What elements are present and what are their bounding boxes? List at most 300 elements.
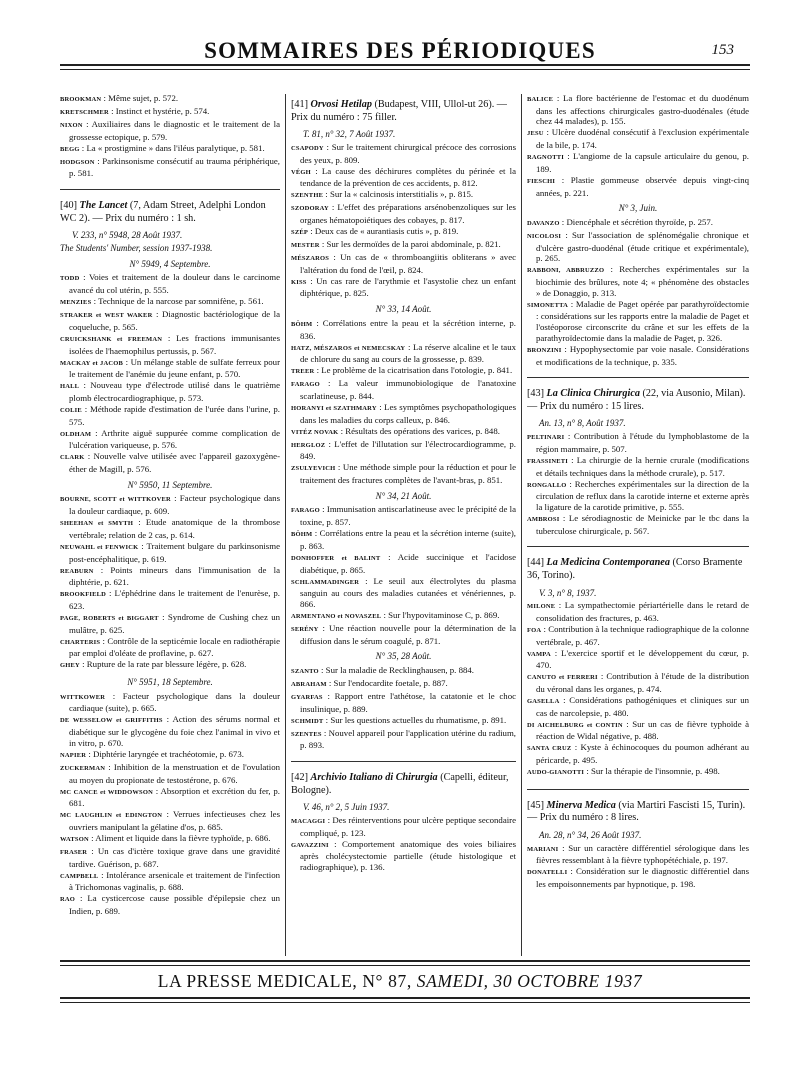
article-entry: JESU : Ulcère duodénal consécutif à l'exclusion expérimentale de la bile, p. 174. — [527, 127, 749, 151]
journal-heading — [291, 99, 516, 124]
author-name: RAO — [60, 896, 76, 904]
section-separator — [291, 761, 516, 762]
article-title: La réserve alcaline et le taux de chlorure du sang au cours de la grossesse, p. 839. — [300, 341, 516, 365]
article-entry: SZANTO : Sur la maladie de Recklinghausen, p. 884. — [291, 665, 474, 676]
volume-line: V. 46, n° 2, 5 Juin 1937. — [303, 802, 390, 813]
article-entry: KISS : Un cas rare de l'arythmie et l'asystolie chez un enfant diphtérique, p. 825. — [291, 275, 516, 299]
author-name: TODD — [60, 275, 80, 283]
article-entry: ZUCKERMAN : Inhibition de la menstruation et de l'ovulation au moyen du propionate de testostérone, p. 676. — [60, 761, 280, 785]
article-entry: FRASSINETI : La chirurgie de la hernie crurale (modifications et détails techniques dans la méthode crurale), p. 517. — [527, 454, 749, 478]
article-entry: TREER : Le problème de la cicatrisation dans l'otologie, p. 841. — [291, 365, 513, 376]
article-entry: NEUWAHL et FENWICK : Traitement bulgare du parkinsonisme post-encéphalitique, p. 619. — [60, 540, 280, 564]
article-entry: FOA : Contribution à la technique radiographique de la colonne vertébrale, p. 467. — [527, 623, 749, 647]
author-name: DONATELLI — [527, 869, 568, 877]
author-name: CANUTO et FERRERI — [527, 674, 598, 682]
article-entry: AMBROSI : Le sérodiagnostic de Meinicke par le tbc dans la tuberculose chirurgicale, p. 567. — [527, 512, 749, 536]
article-entry: PAGE, ROBERTS et BIGGART : Syndrome de Cushing chez un mulâtre, p. 625. — [60, 611, 280, 635]
journal-details: (Budapest, VIII, Ullol-ut 26). — Prix du numéro : 75 filler. — [291, 99, 507, 123]
article-entry: KRETSCHMER : Instinct et hystérie, p. 574. — [60, 106, 210, 116]
article-title: Recherches expérimentales sur la direction de la circulation de reflux dans la carotide interne et externe après la ligature de la carotide primitive, p. 555. — [536, 478, 749, 512]
journal-heading — [60, 200, 280, 225]
article-entry: MARIANI : Sur un caractère différentiel sérologique dans les fièvres ressemblant à la fièvre typhopétéchiale, p. 197. — [527, 842, 749, 866]
author-name: MC CANCE et WIDDOWSON — [60, 788, 153, 796]
author-name: DI AICHELBURG et CONTIN — [527, 721, 623, 729]
article-entry: CANUTO et FERRERI : Contribution à l'étude de la distribution du véronal dans les organes, p. 474. — [527, 671, 749, 695]
author-name: DAVANZO — [527, 219, 560, 227]
article-title: Des réinterventions pour ulcère peptique secondaire compliqué, p. 123. — [300, 815, 516, 838]
author-name: GAVAZZINI — [291, 841, 329, 849]
article-title: Technique de la narcose par somnifène, p. 561. — [98, 296, 264, 307]
author-name: OLDHAM — [60, 430, 92, 438]
author-name: ZSULYEVICH — [291, 465, 336, 473]
article-entry: RAGNOTTI : L'angiome de la capsule articulaire du genou, p. 189. — [527, 151, 749, 174]
article-title: Acide succinique et l'acidose diabétique, p. 865. — [300, 551, 516, 575]
author-name: NAPIER — [60, 751, 87, 759]
author-name: FARAGO — [291, 381, 320, 389]
article-title: Contribution à l'étude de la distribution du véronal dans les organes, p. 474. — [536, 671, 749, 695]
journal-heading — [527, 388, 749, 413]
footer-rule-bottom — [60, 997, 750, 1003]
article-title: Facteur psychologique dans la douleur cardiaque (suite), p. 665. — [69, 690, 280, 714]
article-entry: HATZ, MÉSZAROS et NEMECSKAY : La réserve alcaline et le taux de chlorure du sang au cours de la grossesse, p. 839. — [291, 341, 516, 365]
article-title: Parkinsonisme consécutif au trauma périphérique, p. 581. — [69, 155, 280, 179]
article-title: Sur le traitement chirurgical précoce des corrosions des yeux, p. 809. — [300, 141, 516, 165]
article-title: Maladie de Paget opérée par parathyroïdectomie : considérations sur les rapports entre la maladie de Paget et l'ostéoporose circonscrite du crâne et sur les effets de la parathyroïdectomie dans la maladie de Paget, p. 326. — [536, 298, 749, 343]
article-title: La flore bactérienne de l'estomac et du duodénum dans les affections chirurgicales gastro-duodénales (étude chez 44 malades), p. 155. — [536, 93, 749, 127]
article-title: Une méthode simple pour la réduction et pour le traitement des fractures complètes de l'avant-bras, p. 851. — [300, 462, 516, 486]
article-entry: VAMPA : L'exercice sportif et le développement du cœur, p. 470. — [527, 647, 749, 671]
author-name: DE WESSELOW et GRIFFITHS — [60, 717, 163, 725]
author-name: MESTER — [291, 242, 320, 249]
article-title: Une réaction nouvelle pour la détermination de la diffusion dans le sérum coagulé, p. 871. — [300, 622, 516, 646]
journal-number: [41] — [291, 99, 308, 110]
article-title: La sympathectomie périartérielle dans le retard de consolidation des fractures, p. 463. — [536, 600, 749, 623]
note-line: The Students' Number, session 1937-1938. — [60, 243, 213, 253]
author-name: GYARFAS — [291, 694, 323, 702]
journal-title: The Lancet — [79, 200, 128, 212]
section-separator — [527, 546, 749, 547]
article-entry: HODGSON : Parkinsonisme consécutif au trauma périphérique, p. 581. — [60, 155, 280, 179]
article-title: Plastie gommeuse observée depuis vingt-cinq années, p. 221. — [536, 174, 749, 198]
article-entry: MENZIES : Technique de la narcose par somnifène, p. 561. — [60, 296, 264, 307]
article-title: Recherches expérimentales sur la biochimie des brûlures, note 4; « phénomène des obstacles » de Donaggio, p. 313. — [536, 264, 749, 298]
article-entry: GHEY : Rupture de la rate par blessure légère, p. 628. — [60, 659, 247, 670]
author-name: FRASSINETI — [527, 457, 569, 465]
journal-number: [42] — [291, 772, 308, 784]
article-title: Action des sérums normal et diabétique sur le glycogène du foie chez l'animal in vivo et in vitro, p. 670. — [69, 714, 280, 748]
article-entry: MACAGGI : Des réinterventions pour ulcère peptique secondaire compliqué, p. 123. — [291, 815, 516, 838]
article-title: Sur les questions actuelles du rhumatisme, p. 891. — [330, 714, 507, 725]
article-entry: DE WESSELOW et GRIFFITHS : Action des sérums normal et diabétique sur le glycogène du foie chez l'animal in vivo et in vitro, p. 670. — [60, 714, 280, 748]
author-name: SZENTHE — [291, 192, 324, 200]
article-entry: SZODORAY : L'effet des préparations arsénobenzoliques sur les organes hématopoiétiques des cobayes, p. 817. — [291, 202, 516, 225]
author-name: WATSON — [60, 835, 89, 843]
journal-heading — [527, 557, 749, 582]
author-name: WITTKOWER — [60, 693, 106, 701]
article-title: Corrélations entre la peau et la sécrétion interne, p. 836. — [300, 317, 516, 341]
author-name: SANTA CRUZ — [527, 745, 572, 753]
article-title: Verrues infectieuses chez les ouvriers manipulant la gélatine d'os, p. 685. — [69, 809, 280, 832]
author-name: PAGE, ROBERTS et BIGGART — [60, 614, 159, 622]
article-title: Sur la maladie de Recklinghausen, p. 884. — [325, 665, 474, 676]
article-title: Considérations pathogéniques et cliniques sur un cas de narcolepsie, p. 480. — [536, 695, 749, 718]
author-name: SERÉNY — [291, 625, 319, 633]
article-title: Contrôle de la septicémie locale en radiothérapie par emploi d'oléate de proflavine, p. 627. — [69, 635, 280, 659]
author-name: JESU — [527, 130, 544, 138]
column-divider — [285, 94, 286, 956]
article-entry: AUDO-GIANOTTI : Sur la thérapie de l'insomnie, p. 498. — [527, 766, 720, 777]
author-name: MACKAY et JACOB — [60, 359, 124, 367]
article-title: Comportement anatomique des voies biliaires après cholécystectomie partielle (étude histologique et radiographique), p. 136. — [300, 838, 516, 873]
journal-number: [43] — [527, 388, 544, 400]
article-title: Deux cas de « aurantiasis cutis », p. 819. — [314, 226, 459, 236]
article-title: Contribution à l'étude du lymphoblastome de la région mammaire, p. 507. — [536, 431, 749, 454]
article-title: Kyste à échinocoques du poumon adhérant au péricarde, p. 495. — [536, 742, 749, 766]
article-title: Syndrome de Cushing chez un mulâtre, p. 625. — [69, 611, 280, 635]
article-entry: GYARFAS : Rapport entre l'athétose, la catatonie et le choc insulinique, p. 889. — [291, 691, 516, 714]
column-left — [60, 93, 280, 917]
author-name: SCHLAMMADINGER — [291, 578, 360, 586]
journal-title: Minerva Medica — [546, 799, 616, 811]
article-entry: ARMENTANO et NOVASZEL : Sur l'hypovitaminose C, p. 869. — [291, 609, 500, 620]
article-entry: DAVANZO : Diencéphale et sécrétion thyroïde, p. 257. — [527, 216, 713, 227]
article-title: L'exercice sportif et le développement du cœur, p. 470. — [536, 647, 749, 671]
author-name: BRONZINI — [527, 346, 562, 354]
article-title: Les fractions immunisantes isolées de l'haemophilus pertussis, p. 567. — [69, 332, 280, 356]
article-entry: NAPIER : Diphtérie laryngée et trachéotomie, p. 673. — [60, 748, 244, 759]
author-name: TREER — [291, 368, 315, 376]
article-title: Sur la thérapie de l'insomnie, p. 498. — [590, 766, 720, 777]
author-name: CSAPODY — [291, 144, 324, 152]
author-name: AMBROSI — [527, 515, 560, 523]
author-name: SZANTO — [291, 668, 319, 676]
article-title: La valeur immunobiologique de l'anatoxine scarlatineuse, p. 844. — [300, 378, 516, 401]
author-name: BEGG — [60, 145, 80, 153]
article-title: Même sujet, p. 572. — [108, 93, 179, 103]
author-name: CLARK — [60, 454, 85, 462]
article-title: Voies et traitement de la douleur dans le carcinome avancé du col utérin, p. 555. — [69, 272, 280, 296]
author-name: FRASER — [60, 848, 88, 856]
article-title: Corrélations entre la peau et la sécrétion interne (suite), p. 863. — [300, 528, 516, 551]
article-title: Le seuil aux électrolytes du plasma sanguin au cours des maladies cutanées et vénériennes, p. 866. — [300, 575, 516, 609]
journal-details: (Corso Bramente 36, Torino). — [527, 557, 743, 581]
author-name: BALICE — [527, 96, 554, 103]
issue-subheading: N° 33, 14 Août. — [375, 304, 432, 315]
article-title: L'angiome de la capsule articulaire du genou, p. 189. — [536, 151, 749, 174]
article-entry: HORANYI et SZATHMARY : Les symptômes psychopathologiques dans les maladies du corps calleux, p. 846. — [291, 401, 516, 425]
author-name: ABRAHAM — [291, 681, 327, 689]
article-entry: MESTER : Sur les dermoïdes de la paroi abdominale, p. 821. — [291, 239, 501, 249]
author-name: STRAKER et WEST WAKER — [60, 312, 153, 320]
issue-subheading: N° 34, 21 Août. — [375, 490, 432, 501]
article-title: Instinct et hystérie, p. 574. — [115, 106, 210, 116]
author-name: VITÉZ NOVAK — [291, 428, 339, 436]
article-entry: SCHMIDT : Sur les questions actuelles du rhumatisme, p. 891. — [291, 714, 507, 725]
article-entry: GAVAZZINI : Comportement anatomique des voies biliaires après cholécystectomie partielle (étude histologique et radiographique), p. 136. — [291, 838, 516, 873]
article-title: Nouvel appareil pour l'application utérine du radium, p. 893. — [300, 727, 516, 751]
article-entry: CRUICKSHANK et FREEMAN : Les fractions immunisantes isolées de l'haemophilus pertussis, p. 567. — [60, 332, 280, 356]
article-entry: CSAPODY : Sur le traitement chirurgical précoce des corrosions des yeux, p. 809. — [291, 141, 516, 165]
journal-heading — [527, 800, 749, 825]
article-title: La « prostigmine » dans l'iléus paralytique, p. 581. — [86, 142, 265, 153]
author-name: BÖHM — [291, 531, 313, 539]
author-name: GASELLA — [527, 698, 560, 706]
author-name: AUDO-GIANOTTI — [527, 769, 585, 777]
volume-line: V. 233, n° 5948, 28 Août 1937. — [72, 230, 183, 241]
author-name: MARIANI — [527, 845, 559, 853]
footer-date: SAMEDI, 30 OCTOBRE 1937 — [416, 971, 643, 991]
article-title: Rupture de la rate par blessure légère, p. 628. — [86, 659, 247, 670]
author-name: GHEY — [60, 662, 80, 670]
footer-rule-top — [60, 960, 750, 966]
article-title: Considération sur le diagnostic différentiel dans les empoisonnements par hypnotique, p. 198. — [536, 866, 749, 890]
article-entry: MACKAY et JACOB : Un mélange stable de sulfate ferreux pour le traitement de l'anémie du jeune enfant, p. 570. — [60, 356, 280, 380]
author-name: HATZ, MÉSZAROS et NEMECSKAY — [291, 344, 406, 352]
article-entry: SANTA CRUZ : Kyste à échinocoques du poumon adhérant au péricarde, p. 495. — [527, 742, 749, 766]
article-entry: RABBONI, ABBRUZZO : Recherches expérimentales sur la biochimie des brûlures, note 4; « phénomène des obstacles » de Donaggio, p. 313. — [527, 264, 749, 298]
article-entry: MC CANCE et WIDDOWSON : Absorption et excrétion du fer, p. 681. — [60, 785, 280, 809]
article-title: Arthrite aiguë suppurée comme complication de l'ulcération variqueuse, p. 576. — [69, 427, 280, 451]
article-entry: HERGLOZ : L'effet de l'illutation sur l'électrocardiogramme, p. 849. — [291, 438, 516, 462]
article-entry: FRASER : Un cas d'ictère toxique grave dans une gravidité tardive. Guérison, p. 687. — [60, 845, 280, 869]
author-name: HERGLOZ — [291, 441, 326, 449]
journal-number: [40] — [60, 200, 77, 212]
article-entry: HALL : Nouveau type d'électrode utilisé dans le quatrième plomb électrocardiographique, p. 573. — [60, 380, 280, 403]
article-entry: CLARK : Nouvelle valve utilisée avec l'appareil gazoxygène-éther de Magill, p. 576. — [60, 451, 280, 475]
article-title: Un cas de « thromboangiitis obliterans » avec l'altération du fond de l'œil, p. 824. — [300, 252, 516, 275]
article-title: Sur la « calcinosis interstitialis », p. 815. — [329, 189, 474, 200]
article-title: Intolérance arsenicale et traitement de l'infection à Trichomonas vaginalis, p. 688. — [69, 869, 280, 893]
author-name: REABURN — [60, 567, 94, 575]
article-title: Traitement bulgare du parkinsonisme post-encéphalitique, p. 619. — [69, 540, 280, 564]
page-footer — [0, 971, 800, 992]
article-title: Absorption et excrétion du fer, p. 681. — [69, 785, 280, 809]
article-title: Diphtérie laryngée et trachéotomie, p. 673. — [92, 748, 244, 759]
author-name: BÖHM — [291, 320, 313, 328]
article-title: L'effet de l'illutation sur l'électrocardiogramme, p. 849. — [300, 438, 516, 462]
author-name: DONHOFFER et BALINT — [291, 554, 381, 562]
author-name: RABBONI, ABBRUZZO — [527, 267, 605, 275]
author-name: FOA — [527, 626, 542, 634]
header-rule — [60, 64, 750, 70]
author-name: COLIE — [60, 406, 82, 414]
author-name: HORANYI et SZATHMARY — [291, 404, 377, 412]
article-entry: PELTINARI : Contribution à l'étude du lymphoblastome de la région mammaire, p. 507. — [527, 431, 749, 454]
article-title: Ulcère duodénal consécutif à l'exclusion expérimentale de la bile, p. 174. — [536, 127, 749, 151]
author-name: CRUICKSHANK et FREEMAN — [60, 335, 163, 343]
article-entry: NIXON : Auxiliaires dans le diagnostic et le traitement de la grossesse ectopique, p. 579. — [60, 119, 280, 142]
article-title: Sur l'endocardite foetale, p. 887. — [333, 678, 448, 689]
volume-line: T. 81, n° 32, 7 Août 1937. — [303, 129, 396, 140]
author-name: RAGNOTTI — [527, 154, 564, 162]
article-entry: DI AICHELBURG et CONTIN : Sur un cas de fièvre typhoïde à réaction de Widal négative, p. 488. — [527, 718, 749, 742]
article-entry: ABRAHAM : Sur l'endocardite foetale, p. 887. — [291, 678, 448, 689]
journal-details: (7, Adam Street, Adelphi London WC 2). — Prix du numéro : 1 sh. — [60, 200, 266, 224]
article-entry: SZENTES : Nouvel appareil pour l'application utérine du radium, p. 893. — [291, 727, 516, 751]
article-entry: BÖHM : Corrélations entre la peau et la sécrétion interne (suite), p. 863. — [291, 528, 516, 551]
author-name: HALL — [60, 383, 80, 391]
author-name: MILONE — [527, 603, 556, 611]
article-entry: SIMONETTA : Maladie de Paget opérée par parathyroïdectomie : considérations sur les rapports entre la maladie de Paget et l'ostéoporose circonscrite du crâne et sur les effets de la parathyroïdectomie dans la maladie de Paget, p. 326. — [527, 298, 749, 343]
article-entry: GASELLA : Considérations pathogéniques et cliniques sur un cas de narcolepsie, p. 480. — [527, 695, 749, 718]
article-title: Diencéphale et sécrétion thyroïde, p. 257. — [566, 216, 713, 227]
article-title: Résultats des opérations des varices, p. 848. — [345, 425, 500, 436]
article-entry: SZÉP : Deux cas de « aurantiasis cutis », p. 819. — [291, 226, 459, 236]
article-title: Un cas rare de l'arythmie et l'asystolie chez un enfant diphtérique, p. 825. — [300, 275, 516, 299]
article-title: Nouvelle valve utilisée avec l'appareil gazoxygène-éther de Magill, p. 576. — [69, 451, 280, 475]
author-name: CAMPBELL — [60, 872, 99, 880]
journal-title: Orvosi Hetilap — [310, 99, 372, 110]
journal-title: Archivio Italiano di Chirurgia — [310, 772, 438, 784]
article-entry: WITTKOWER : Facteur psychologique dans la douleur cardiaque (suite), p. 665. — [60, 690, 280, 714]
article-entry: FARAGO : La valeur immunobiologique de l'anatoxine scarlatineuse, p. 844. — [291, 378, 516, 401]
article-title: Sur les dermoïdes de la paroi abdominale, p. 821. — [326, 239, 501, 249]
author-name: BROOKFIELD — [60, 591, 107, 599]
article-entry: SHEEHAN et SMYTH : Etude anatomique de la thrombose vertébrale; relation de 2 cas, p. 614. — [60, 517, 280, 540]
article-title: Le problème de la cicatrisation dans l'otologie, p. 841. — [321, 365, 513, 376]
article-title: Les symptômes psychopathologiques dans les maladies du corps calleux, p. 846. — [300, 401, 516, 425]
column-middle — [291, 93, 516, 873]
author-name: SZÉP — [291, 229, 309, 236]
article-title: L'éphédrine dans le traitement de l'enurèse, p. 623. — [69, 588, 280, 611]
volume-line: An. 13, n° 8, Août 1937. — [539, 418, 626, 429]
article-entry: RAO : La cysticercose cause possible d'épilepsie chez un Indien, p. 689. — [60, 893, 280, 917]
author-name: BOURNE, SCOTT et WITTKOVER — [60, 496, 171, 504]
article-entry: REABURN : Points mineurs dans l'immunisation de la diphtérie, p. 621. — [60, 564, 280, 588]
issue-subheading: N° 5951, 18 Septembre. — [127, 677, 213, 688]
article-title: La cause des déchirures complètes du périnée et la tendance de la prévention de ces accidents, p. 812. — [300, 165, 516, 189]
article-entry: RONGALLO : Recherches expérimentales sur la direction de la circulation de reflux dans la carotide interne et externe après la ligature de la carotide primitive, p. 555. — [527, 478, 749, 512]
article-title: Immunisation antiscarlatineuse avec le précipité de la toxine, p. 857. — [300, 504, 516, 528]
author-name: KISS — [291, 278, 307, 286]
author-name: CHARTERIS — [60, 638, 101, 646]
issue-subheading: N° 35, 28 Août. — [375, 651, 432, 662]
article-title: Un cas d'ictère toxique grave dans une gravidité tardive. Guérison, p. 687. — [69, 845, 280, 869]
author-name: HODGSON — [60, 158, 95, 166]
article-entry: FIESCHI : Plastie gommeuse observée depuis vingt-cinq années, p. 221. — [527, 174, 749, 198]
issue-subheading: N° 3, Juin. — [618, 203, 658, 214]
article-entry: BROOKMAN : Même sujet, p. 572. — [60, 93, 179, 103]
author-name: VÉGH — [291, 168, 311, 176]
article-entry: ZSULYEVICH : Une méthode simple pour la réduction et pour le traitement des fractures complètes de l'avant-bras, p. 851. — [291, 462, 516, 486]
article-entry: CHARTERIS : Contrôle de la septicémie locale en radiothérapie par emploi d'oléate de proflavine, p. 627. — [60, 635, 280, 659]
article-entry: BEGG : La « prostigmine » dans l'iléus paralytique, p. 581. — [60, 142, 265, 153]
author-name: MC LAUGHLIN et EDINGTON — [60, 812, 163, 820]
article-entry: VÉGH : La cause des déchirures complètes du périnée et la tendance de la prévention de ces accidents, p. 812. — [291, 165, 516, 189]
column-right — [527, 93, 749, 890]
article-entry: CAMPBELL : Intolérance arsenicale et traitement de l'infection à Trichomonas vaginalis, p. 688. — [60, 869, 280, 893]
article-entry: NICOLOSI : Sur l'association de splénomégalie chronique et d'ulcère gastro-duodénal (étude critique et expérimentale), p. 265. — [527, 229, 749, 264]
page-number: 153 — [711, 42, 734, 58]
article-title: Facteur psychologique dans la douleur cardiaque, p. 609. — [69, 493, 280, 517]
author-name: VAMPA — [527, 650, 551, 658]
column-divider — [521, 94, 522, 956]
volume-line: An. 28, n° 34, 26 Août 1937. — [539, 830, 642, 841]
journal-details: (via Martiri Fascisti 15, Turin). — Prix du numéro : 8 lires. — [527, 799, 746, 824]
article-entry: MILONE : La sympathectomie périartérielle dans le retard de consolidation des fractures, p. 463. — [527, 600, 749, 623]
article-title: Sur un cas de fièvre typhoïde à réaction de Widal négative, p. 488. — [536, 718, 749, 742]
author-name: PELTINARI — [527, 434, 565, 442]
article-entry: DONHOFFER et BALINT : Acide succinique et l'acidose diabétique, p. 865. — [291, 551, 516, 575]
article-title: Etude anatomique de la thrombose vertébrale; relation de 2 cas, p. 614. — [69, 517, 280, 540]
author-name: RONGALLO — [527, 481, 567, 489]
author-name: KRETSCHMER — [60, 109, 109, 116]
article-title: Rapport entre l'athétose, la catatonie et le choc insulinique, p. 889. — [300, 691, 516, 714]
footer-journal: LA PRESSE MEDICALE, N° 87, — [157, 971, 412, 991]
author-name: NIXON — [60, 122, 83, 129]
article-title: L'effet des préparations arsénobenzoliques sur les organes hématopoiétiques des cobayes, p. 817. — [300, 202, 516, 225]
article-entry: BALICE : La flore bactérienne de l'estomac et du duodénum dans les affections chirurgicales gastro-duodénales (étude chez 44 malades), p. 155. — [527, 93, 749, 127]
article-entry: SCHLAMMADINGER : Le seuil aux électrolytes du plasma sanguin au cours des maladies cutanées et vénériennes, p. 866. — [291, 575, 516, 609]
author-name: ZUCKERMAN — [60, 764, 106, 772]
article-title: Contribution à la technique radiographique de la colonne vertébrale, p. 467. — [536, 623, 749, 647]
article-title: Sur l'hypovitaminose C, p. 869. — [388, 609, 500, 620]
journal-title: La Clinica Chirurgica — [546, 388, 640, 400]
page-header-title: SOMMAIRES DES PÉRIODIQUES — [204, 38, 596, 63]
article-title: Méthode rapide d'estimation de l'urée dans l'urine, p. 575. — [69, 403, 280, 427]
author-name: NEUWAHL et FENWICK — [60, 543, 139, 551]
volume-line: V. 3, n° 8, 1937. — [539, 587, 597, 598]
article-entry: MC LAUGHLIN et EDINGTON : Verrues infectieuses chez les ouvriers manipulant la gélatine d'os, p. 685. — [60, 809, 280, 832]
article-entry: BRONZINI : Hypophysectomie par voie nasale. Considérations et modifications de la technique, p. 335. — [527, 343, 749, 367]
author-name: MENZIES — [60, 299, 92, 307]
article-entry: WATSON : Aliment et liquide dans la fièvre typhoïde, p. 686. — [60, 832, 271, 843]
article-title: Auxiliaires dans le diagnostic et le traitement de la grossesse ectopique, p. 579. — [69, 119, 280, 142]
section-separator — [60, 189, 280, 190]
section-separator — [527, 789, 749, 790]
article-title: Points mineurs dans l'immunisation de la diphtérie, p. 621. — [69, 564, 280, 588]
article-entry: BROOKFIELD : L'éphédrine dans le traitement de l'enurèse, p. 623. — [60, 588, 280, 611]
article-entry: OLDHAM : Arthrite aiguë suppurée comme complication de l'ulcération variqueuse, p. 576. — [60, 427, 280, 451]
author-name: MÉSZAROS — [291, 255, 330, 262]
article-title: La chirurgie de la hernie crurale (modifications et détails techniques dans la méthode crurale), p. 517. — [536, 454, 749, 478]
journal-number: [45] — [527, 799, 544, 811]
author-name: SCHMIDT — [291, 717, 324, 725]
journal-title: La Medicina Contemporanea — [546, 557, 670, 569]
article-title: Diagnostic bactériologique de la coqueluche, p. 565. — [69, 309, 280, 332]
article-entry: DONATELLI : Considération sur le diagnostic différentiel dans les empoisonnements par hypnotique, p. 198. — [527, 866, 749, 890]
author-name: ARMENTANO et NOVASZEL — [291, 612, 382, 620]
article-entry: STRAKER et WEST WAKER : Diagnostic bactériologique de la coqueluche, p. 565. — [60, 309, 280, 332]
journal-number: [44] — [527, 557, 544, 569]
article-title: Hypophysectomie par voie nasale. Considérations et modifications de la technique, p. 335. — [536, 343, 749, 367]
article-entry: SERÉNY : Une réaction nouvelle pour la détermination de la diffusion dans le sérum coagulé, p. 871. — [291, 622, 516, 646]
article-title: Nouveau type d'électrode utilisé dans le quatrième plomb électrocardiographique, p. 573. — [69, 380, 280, 403]
article-title: Sur l'association de splénomégalie chronique et d'ulcère gastro-duodénal (étude critique et expérimentale), p. 265. — [536, 229, 749, 264]
article-entry: MÉSZAROS : Un cas de « thromboangiitis obliterans » avec l'altération du fond de l'œil, p. 824. — [291, 252, 516, 275]
article-title: Inhibition de la menstruation et de l'ovulation au moyen du propionate de testostérone, p. 676. — [69, 761, 280, 785]
author-name: FIESCHI — [527, 177, 556, 185]
article-entry: BOURNE, SCOTT et WITTKOVER : Facteur psychologique dans la douleur cardiaque, p. 609. — [60, 493, 280, 517]
journal-heading — [291, 772, 516, 797]
author-name: SHEEHAN et SMYTH — [60, 520, 134, 528]
author-name: SZODORAY — [291, 205, 329, 213]
article-title: Sur un caractère différentiel sérologique dans les fièvres ressemblant à la fièvre typhopétéchiale, p. 197. — [536, 842, 749, 866]
article-entry: BÖHM : Corrélations entre la peau et la sécrétion interne, p. 836. — [291, 317, 516, 341]
author-name: SIMONETTA — [527, 301, 569, 309]
article-title: La cysticercose cause possible d'épilepsie chez un Indien, p. 689. — [69, 893, 280, 917]
issue-subheading: N° 5950, 11 Septembre. — [127, 479, 213, 490]
author-name: FARAGO — [291, 507, 320, 515]
article-title: Le sérodiagnostic de Meinicke par le tbc dans la tuberculose chirurgicale, p. 567. — [536, 512, 749, 536]
issue-subheading: N° 5949, 4 Septembre. — [129, 258, 211, 269]
author-name: NICOLOSI — [527, 232, 562, 240]
section-separator — [527, 377, 749, 378]
article-entry: VITÉZ NOVAK : Résultats des opérations des varices, p. 848. — [291, 425, 500, 436]
article-entry: COLIE : Méthode rapide d'estimation de l'urée dans l'urine, p. 575. — [60, 403, 280, 427]
author-name: BROOKMAN — [60, 96, 102, 103]
article-entry: TODD : Voies et traitement de la douleur dans le carcinome avancé du col utérin, p. 555. — [60, 272, 280, 296]
